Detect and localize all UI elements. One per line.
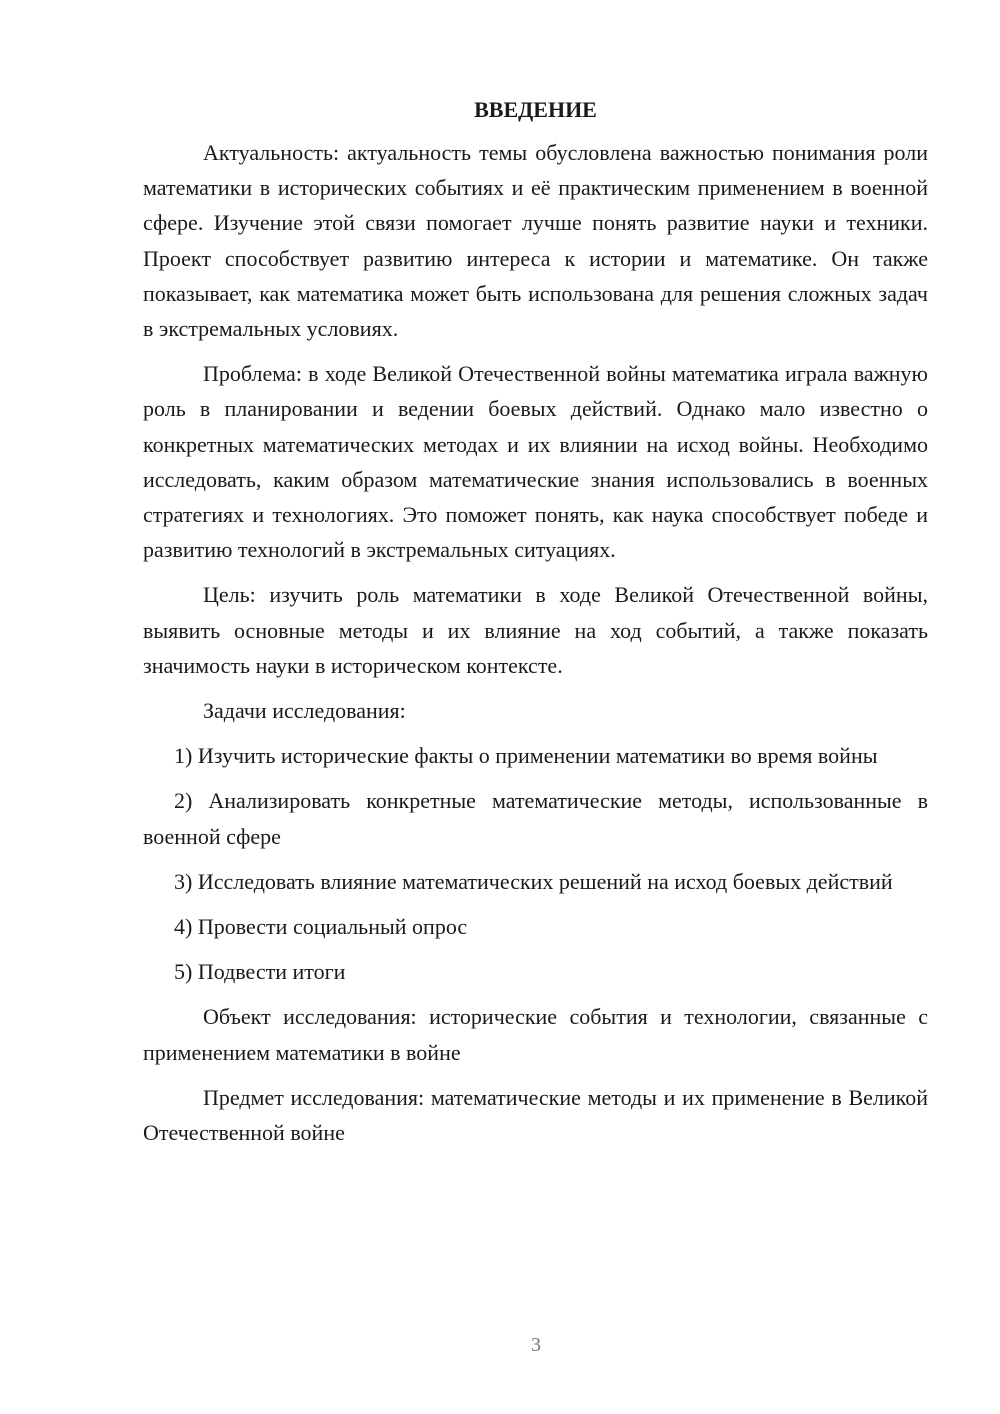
paragraph-subject: Предмет исследования: математические методы и их применение в Великой Отечественной войне — [143, 1084, 928, 1146]
paragraph-goal: Цель: изучить роль математики в ходе Великой Отечественной войны, выявить основные методы и их влияние на ход событий, а также показать значимость науки в историческом контексте. — [143, 582, 928, 678]
paragraph-relevance: Актуальность: актуальность темы обусловлена важностью понимания роли математики в исторических событиях и её практическим применением в военной сфере. Изучение этой связи помогает лучше понять развитие науки и техники. Проект способствует развитию интереса к истории и математике. Он также показывает, как математика может быть использована для решения сложных задач в экстремальных условиях. — [143, 140, 928, 342]
task-item-4: 4) Провести социальный опрос — [174, 914, 468, 940]
task-item-1: 1) Изучить исторические факты о применении математики во время войны — [174, 743, 878, 769]
paragraph-tasks-heading: Задачи исследования: — [203, 698, 406, 724]
document-body — [143, 95, 928, 1150]
paragraph-problem: Проблема: в ходе Великой Отечественной войны математика играла важную роль в планировании и ведении боевых действий. Однако мало известно о конкретных математических методах и их влиянии на исход войны. Необходимо исследовать, каким образом математические знания использовались в военных стратегиях и технологиях. Это поможет понять, как наука способствует победе и развитию технологий в экстремальных ситуациях. — [143, 361, 928, 563]
task-item-3: 3) Исследовать влияние математических решений на исход боевых действий — [174, 868, 893, 894]
section-title: ВВЕДЕНИЕ — [474, 97, 597, 122]
task-item-2: 2) Анализировать конкретные математические методы, использованные в военной сфере — [143, 788, 928, 849]
paragraph-object: Объект исследования: исторические события и технологии, связанные с применением математики в войне — [143, 1004, 928, 1065]
page-number: 3 — [531, 1334, 541, 1356]
task-item-5: 5) Подвести итоги — [174, 959, 346, 985]
